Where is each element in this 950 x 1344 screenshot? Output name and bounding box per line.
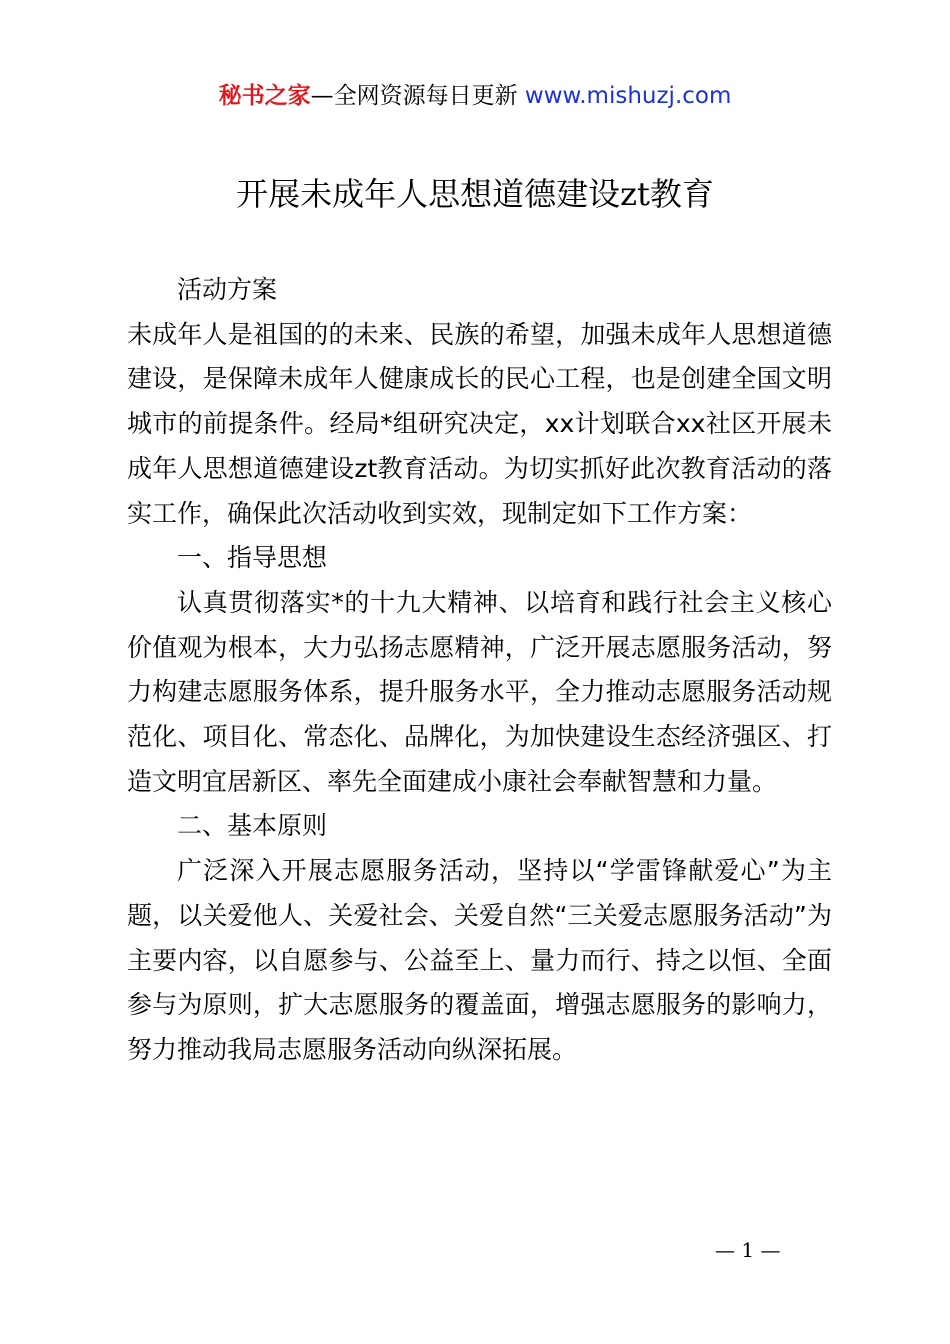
section2-paragraph: 广泛深入开展志愿服务活动，坚持以“学雷锋献爱心”为主题，以关爱他人、关爱社会、关爱自然“三关爱志愿服务活动”为主要内容，以自愿参与、公益至上、量力而行、持之以恒、全面参与为原则，扩大志愿服务的覆盖面，增强志愿服务的影响力，努力推动我局志愿服务活动向纵深拓展。	[127, 856, 832, 1064]
title-latin: zt	[620, 175, 650, 213]
section1-heading: 一、指导思想	[177, 543, 328, 573]
header-dash: —	[310, 83, 334, 109]
section2-heading: 二、基本原则	[177, 811, 328, 841]
title-part2: 教育	[649, 175, 714, 213]
intro-paragraph: 未成年人是祖国的的未来、民族的希望，加强未成年人思想道德建设，是保障未成年人健康成长的民心工程，也是创建全国文明城市的前提条件。经局*组研究决定，xx计划联合xx社区开展未成年人思想道德建设zt教育活动。为切实抓好此次教育活动的落实工作，确保此次活动收到实效，现制定如下工作方案：	[127, 319, 832, 528]
document-subtitle: 活动方案	[177, 275, 278, 304]
section1-paragraph: 认真贯彻落实*的十九大精神、以培育和践行社会主义核心价值观为根本，大力弘扬志愿精神，广泛开展志愿服务活动，努力构建志愿服务体系，提升服务水平，全力推动志愿服务活动规范化、项目化、常态化、品牌化，为加快建设生态经济强区、打造文明宜居新区、率先全面建成小康社会奉献智慧和力量。	[127, 587, 832, 796]
site-url[interactable]: www.mishuzj.com	[524, 83, 732, 109]
site-header	[0, 80, 950, 112]
title-part1: 开展未成年人思想道德建设	[236, 175, 621, 213]
brand-name: 秘书之家	[218, 83, 311, 109]
document-body	[127, 268, 832, 1073]
document-title	[0, 172, 950, 216]
header-tagline: 全网资源每日更新	[333, 83, 518, 109]
page-number: — 1 —	[715, 1238, 781, 1262]
